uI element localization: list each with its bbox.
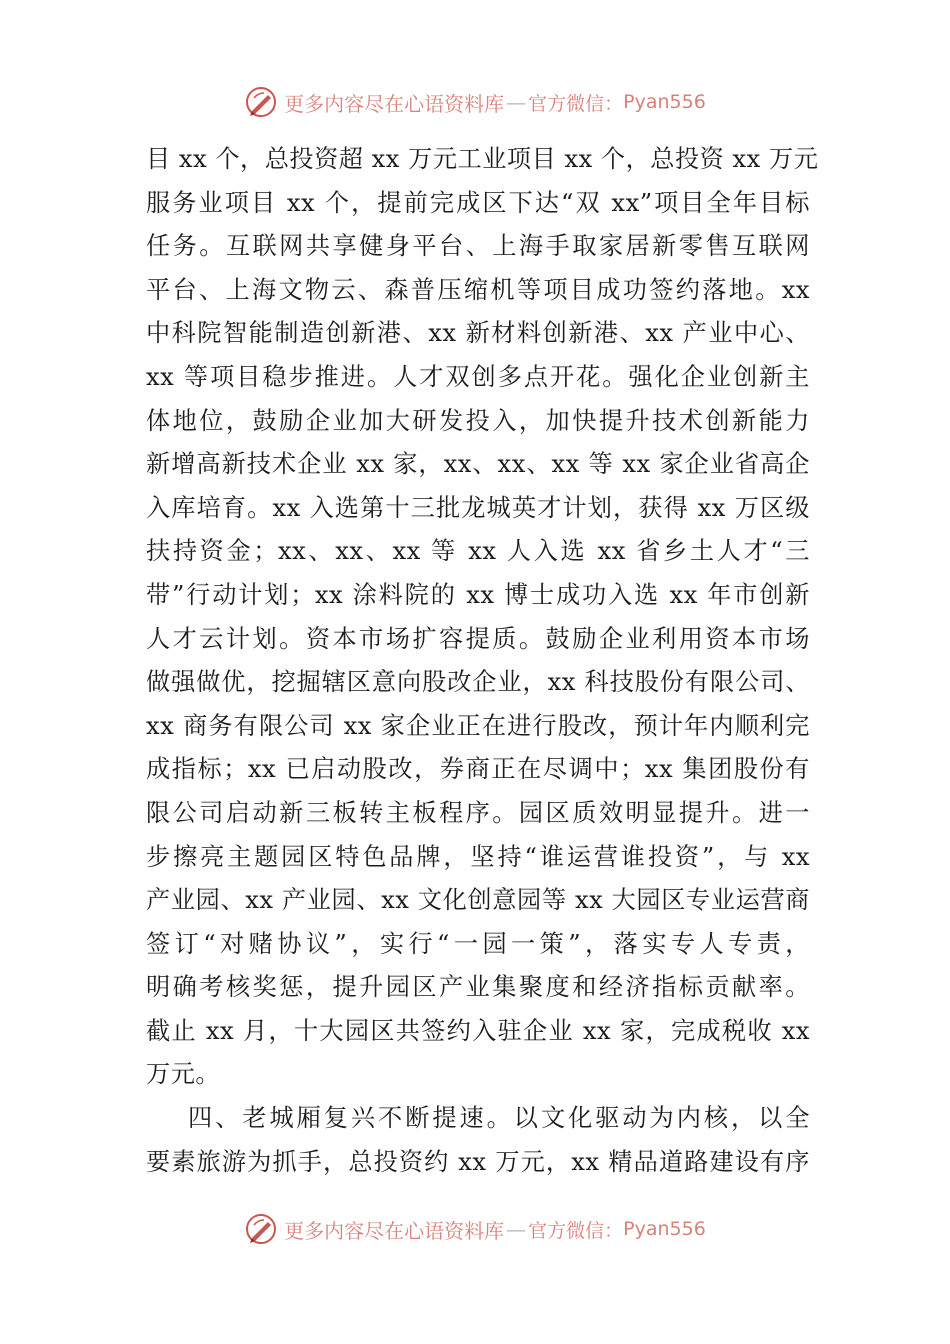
body-line: 平台、上海文物云、森普压缩机等项目成功签约落地。xx xyxy=(146,275,810,304)
body-line: 产业园、xx 产业园、xx 文化创意园等 xx 大园区专业运营商 xyxy=(146,886,810,915)
body-line: 要素旅游为抓手，总投资约 xx 万元，xx 精品道路建设有序 xyxy=(146,1147,810,1176)
body-line: 带”行动计划；xx 涂料院的 xx 博士成功入选 xx 年市创新 xyxy=(146,580,810,609)
pen-logo-icon xyxy=(244,1212,278,1246)
body-line: 任务。互联网共享健身平台、上海手取家居新零售互联网 xyxy=(146,232,810,261)
footer-banner xyxy=(0,1209,950,1249)
body-line: 服务业项目 xx 个，提前完成区下达“双 xx”项目全年目标 xyxy=(146,188,810,217)
body-line: 明确考核奖惩，提升园区产业集聚度和经济指标贡献率。 xyxy=(146,973,810,1002)
body-line: 扶持资金；xx、xx、xx 等 xx 人入选 xx 省乡土人才“三 xyxy=(146,537,810,566)
body-line: 成指标；xx 已启动股改，券商正在尽调中；xx 集团股份有 xyxy=(146,755,810,784)
body-line: 体地位，鼓励企业加大研发投入，加快提升技术创新能力 xyxy=(146,406,810,435)
banner-wechat-label: 官方微信： xyxy=(528,1219,624,1242)
banner-separator: — xyxy=(506,1217,527,1241)
body-line: 万元。 xyxy=(146,1060,221,1089)
banner-main-text: 更多内容尽在心语资料库 xyxy=(284,1218,505,1243)
document-body xyxy=(146,138,819,1184)
banner-wechat-id: Pyan556 xyxy=(623,91,706,113)
pen-logo-icon xyxy=(244,85,278,119)
body-line: 截止 xx 月，十大园区共签约入驻企业 xx 家，完成税收 xx xyxy=(146,1016,810,1045)
banner-separator: — xyxy=(506,90,527,114)
body-line: 新增高新技术企业 xx 家，xx、xx、xx 等 xx 家企业省高企 xyxy=(146,450,810,479)
section-heading-line: 四、老城厢复兴不断提速。以文化驱动为内核，以全 xyxy=(188,1104,810,1133)
body-line: xx 等项目稳步推进。人才双创多点开花。强化企业创新主 xyxy=(146,362,810,391)
body-line: 入库培育。xx 入选第十三批龙城英才计划，获得 xx 万区级 xyxy=(146,493,810,522)
header-banner xyxy=(0,82,950,122)
body-line: xx 商务有限公司 xx 家企业正在进行股改，预计年内顺利完 xyxy=(146,711,810,740)
body-line: 签订“对赌协议”，实行“一园一策”，落实专人专责， xyxy=(146,929,810,958)
body-line: 做强做优，挖掘辖区意向股改企业，xx 科技股份有限公司、 xyxy=(146,668,810,697)
body-line: 步擦亮主题园区特色品牌，坚持“谁运营谁投资”，与 xx xyxy=(146,842,810,871)
body-line: 限公司启动新三板转主板程序。园区质效明显提升。进一 xyxy=(146,798,810,827)
body-line: 中科院智能制造创新港、xx 新材料创新港、xx 产业中心、 xyxy=(146,319,810,348)
body-line: 人才云计划。资本市场扩容提质。鼓励企业利用资本市场 xyxy=(146,624,810,653)
banner-wechat-label: 官方微信： xyxy=(528,92,624,115)
banner-wechat-id: Pyan556 xyxy=(623,1218,706,1240)
banner-main-text: 更多内容尽在心语资料库 xyxy=(284,91,505,116)
body-line: 目 xx 个，总投资超 xx 万元工业项目 xx 个，总投资 xx 万元 xyxy=(146,145,819,173)
